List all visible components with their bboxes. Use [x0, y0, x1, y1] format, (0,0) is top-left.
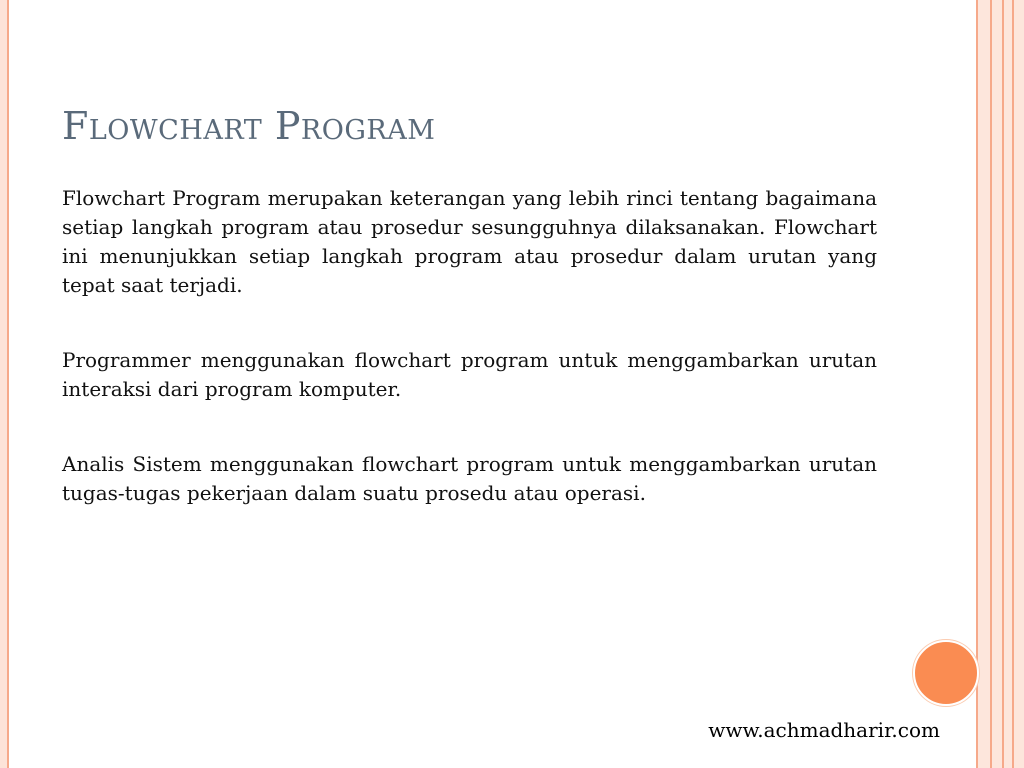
paragraph-definition: Flowchart Program merupakan keterangan yang lebih rinci tentang bagaimana setiap langkah program atau prosedur sesungguhnya dilaksanakan. Flowchart ini menunjukkan setiap langkah program atau prosedur dalam urutan yang tepat saat terjadi. — [62, 186, 877, 297]
left-border-decoration — [0, 0, 9, 768]
stripe — [978, 0, 990, 768]
stripe — [992, 0, 1002, 768]
stripe — [1004, 0, 1012, 768]
paragraph-programmer: Programmer menggunakan flowchart program untuk menggambarkan urutan interaksi dari program komputer. — [62, 348, 877, 401]
orange-circle-decoration — [913, 640, 979, 706]
slide-body — [62, 184, 877, 508]
paragraph-analyst: Analis Sistem menggunakan flowchart program untuk menggambarkan urutan tugas-tugas pekerjaan dalam suatu prosedu atau operasi. — [62, 452, 877, 505]
right-stripe-decoration — [976, 0, 1024, 768]
stripe — [1014, 0, 1024, 768]
slide-title: Flowchart Program — [62, 104, 436, 148]
footer-website: www.achmadharir.com — [708, 718, 940, 742]
